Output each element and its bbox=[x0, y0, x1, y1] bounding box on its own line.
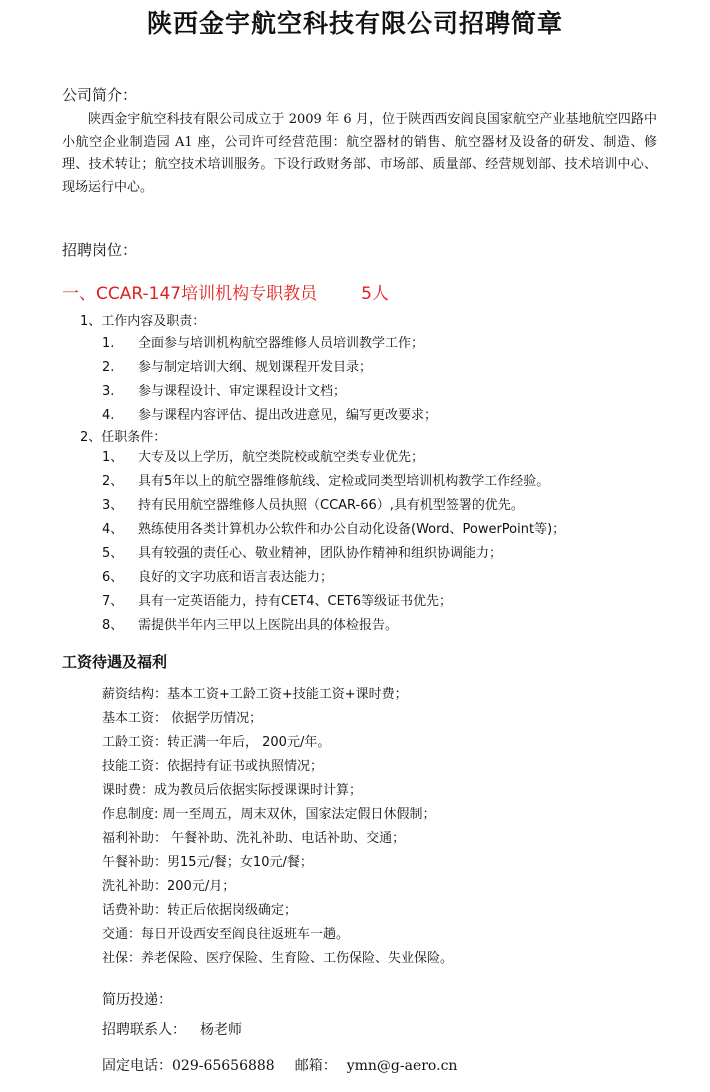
contact-label: 招聘联系人： bbox=[102, 1022, 186, 1038]
resume-label: 简历投递： bbox=[102, 992, 172, 1008]
positions-heading: 招聘岗位： bbox=[62, 241, 138, 259]
duty-text: 参与课程设计、审定课程设计文档； bbox=[138, 384, 347, 399]
duty-item bbox=[102, 404, 437, 423]
page-title: 陕西金宇航空科技有限公司招聘简章 bbox=[146, 9, 563, 38]
duty-item bbox=[102, 332, 424, 351]
requirement-text: 需提供半年内三甲以上医院出具的体检报告。 bbox=[138, 618, 399, 633]
requirement-text: 良好的文字功底和语言表达能力； bbox=[138, 570, 334, 585]
requirement-text: 具有5年以上的航空器维修航线、定检或同类型培训机构教学工作经验。 bbox=[138, 474, 550, 489]
requirement-num: 7、 bbox=[102, 594, 124, 609]
position-title bbox=[62, 279, 389, 304]
requirement-text: 大专及以上学历，航空类院校或航空类专业优先； bbox=[138, 450, 425, 465]
requirement-num: 6、 bbox=[102, 570, 124, 585]
duty-num: 4. bbox=[102, 408, 115, 423]
requirement-text: 持有民用航空器维修人员执照（CCAR-66）,具有机型签署的优先。 bbox=[138, 498, 524, 513]
requirement-text: 具有较强的责任心、敬业精神，团队协作精神和组织协调能力； bbox=[138, 546, 503, 561]
position-name: 一、CCAR-147培训机构专职教员 bbox=[62, 284, 318, 304]
benefit-item: 技能工资：依据持有证书或执照情况； bbox=[102, 759, 324, 774]
duty-text: 参与制定培训大纲、规划课程开发目录； bbox=[138, 360, 373, 375]
requirement-num: 3、 bbox=[102, 498, 124, 513]
benefit-item: 洗礼补助：200元/月； bbox=[102, 879, 236, 894]
requirement-item bbox=[102, 494, 524, 513]
benefit-item: 工龄工资：转正满一年后， 200元/年。 bbox=[102, 735, 331, 750]
requirement-num: 2、 bbox=[102, 474, 124, 489]
phone-number: 029-65656888 bbox=[172, 1058, 275, 1074]
benefit-item: 基本工资： 依据学历情况； bbox=[102, 711, 263, 726]
benefit-item: 课时费：成为教员后依据实际授课课时计算； bbox=[102, 783, 363, 798]
email-label: 邮箱： bbox=[294, 1058, 337, 1074]
contact-person bbox=[102, 1019, 242, 1039]
requirement-item bbox=[102, 446, 424, 465]
intro-heading: 公司简介： bbox=[62, 86, 138, 104]
position-count: 5人 bbox=[361, 284, 389, 304]
benefit-item: 薪资结构：基本工资+工龄工资+技能工资+课时费； bbox=[102, 687, 408, 702]
requirement-item bbox=[102, 566, 333, 585]
benefits-heading: 工资待遇及福利 bbox=[62, 653, 168, 671]
requirement-num: 1、 bbox=[102, 450, 124, 465]
benefit-item: 话费补助：转正后依据岗级确定； bbox=[102, 903, 298, 918]
duty-num: 3. bbox=[102, 384, 115, 399]
duty-num: 2. bbox=[102, 360, 115, 375]
requirement-text: 熟练使用各类计算机办公软件和办公自动化设备(Word、PowerPoint等)； bbox=[138, 522, 566, 537]
duty-item bbox=[102, 380, 346, 399]
duty-text: 全面参与培训机构航空器维修人员培训教学工作； bbox=[138, 336, 425, 351]
requirement-item bbox=[102, 614, 398, 633]
contact-name: 杨老师 bbox=[200, 1022, 242, 1038]
duty-text: 参与课程内容评估、提出改进意见，编写更改要求； bbox=[138, 408, 438, 423]
duty-num: 1. bbox=[102, 336, 115, 351]
benefit-item: 午餐补助：男15元/餐；女10元/餐； bbox=[102, 855, 313, 870]
duty-item bbox=[102, 356, 372, 375]
duties-heading: 1、工作内容及职责： bbox=[80, 314, 206, 329]
benefit-item: 福利补助： 午餐补助、洗礼补助、电话补助、交通； bbox=[102, 831, 406, 846]
benefit-item: 作息制度: 周一至周五，周末双休，国家法定假日休假制； bbox=[102, 807, 436, 822]
requirement-item bbox=[102, 518, 565, 537]
requirement-item bbox=[102, 470, 549, 489]
email-address: ymn@g-aero.cn bbox=[346, 1058, 458, 1074]
requirement-item bbox=[102, 542, 502, 561]
requirements-heading: 2、任职条件： bbox=[80, 430, 167, 445]
benefit-item: 社保：养老保险、医疗保险、生育险、工伤保险、失业保险。 bbox=[102, 951, 454, 966]
requirement-num: 8、 bbox=[102, 618, 124, 633]
phone-label: 固定电话： bbox=[102, 1058, 172, 1074]
contact-line bbox=[102, 1055, 457, 1075]
benefit-item: 交通：每日开设西安至阎良往返班车一趟。 bbox=[102, 927, 350, 942]
intro-text: 陕西金宇航空科技有限公司成立于 2009 年 6 月，位于陕西西安阎良国家航空产业基地航空四路中小航空企业制造园 A1 座，公司许可经营范围：航空器材的销售、航空器材及设备的研发、制造、修理、技术转让；航空技术培训服务。下设行政财务部、市场部、质量部、经营规划部、技术培训中心、现场运行中心。 bbox=[62, 112, 657, 195]
requirement-item bbox=[102, 590, 452, 609]
requirement-num: 5、 bbox=[102, 546, 124, 561]
requirement-num: 4、 bbox=[102, 522, 124, 537]
requirement-text: 具有一定英语能力，持有CET4、CET6等级证书优先； bbox=[138, 594, 453, 609]
